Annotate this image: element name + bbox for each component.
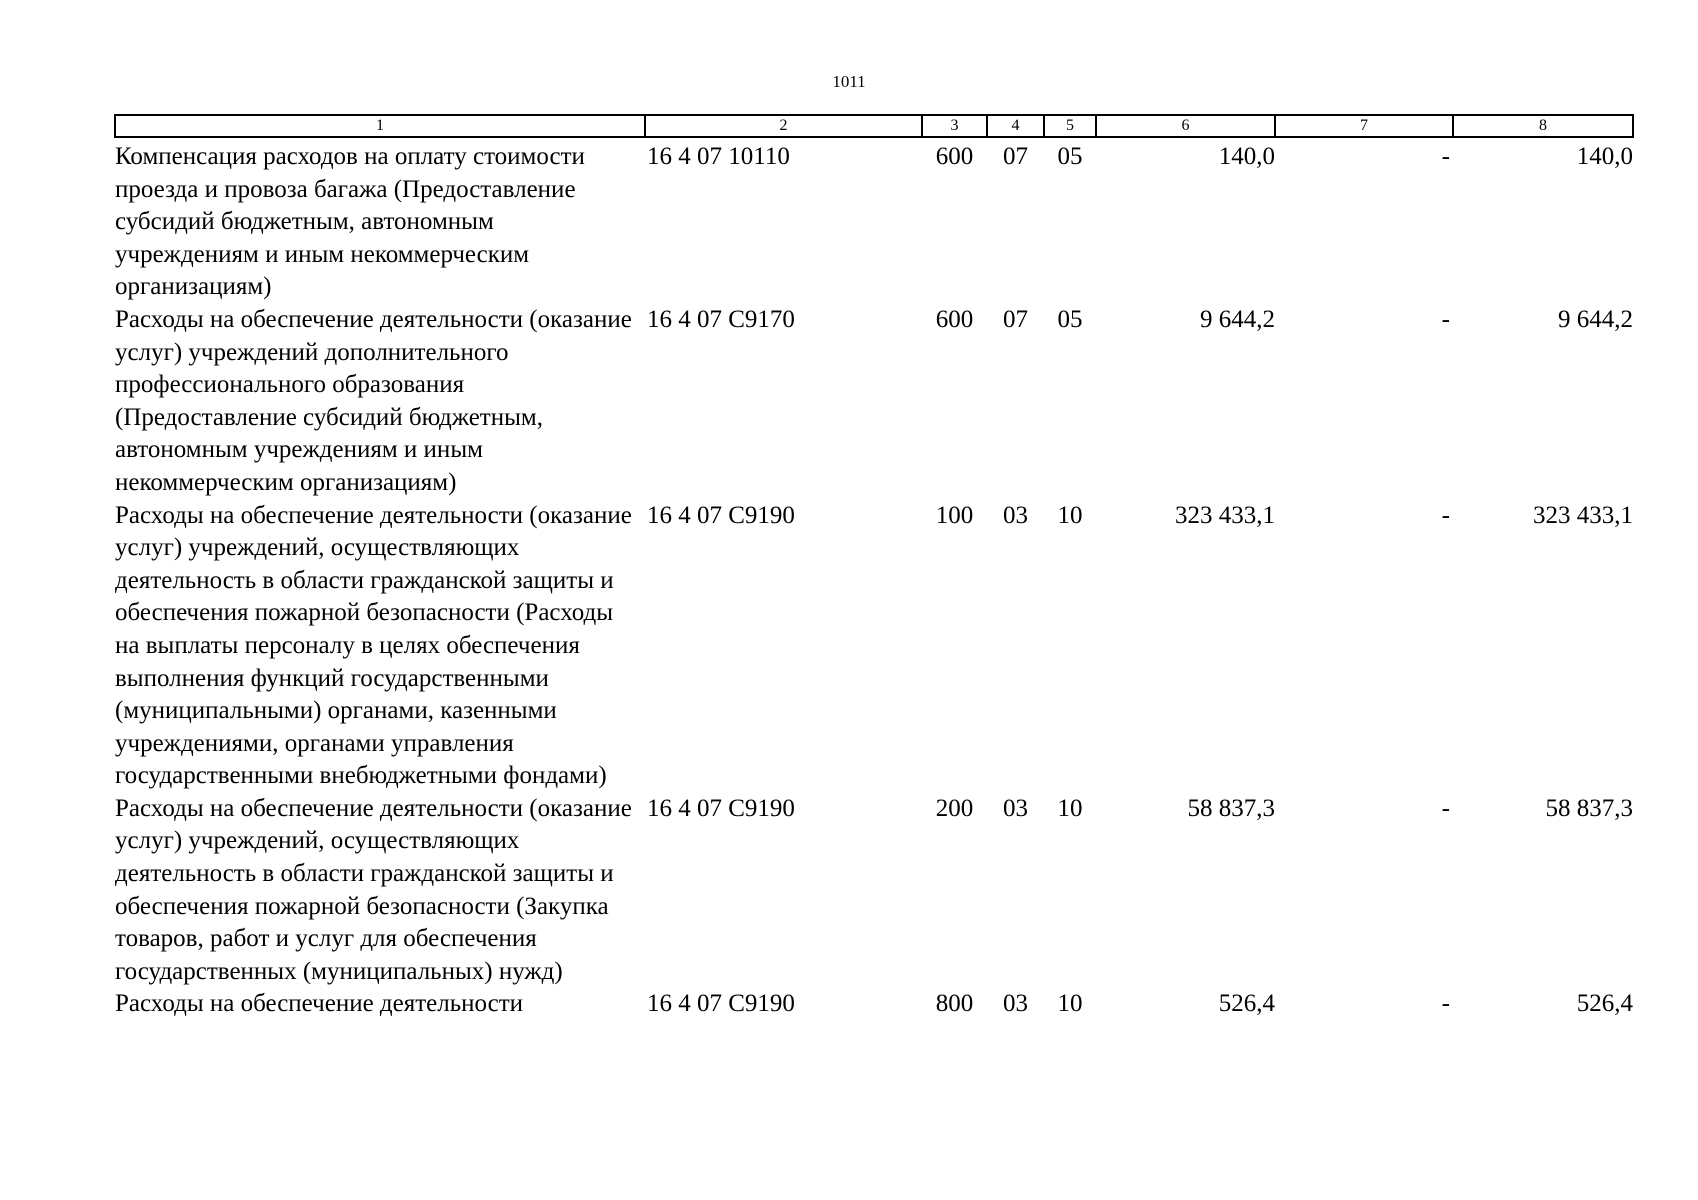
section-code: 03 [1003,501,1028,529]
column-header-6: 6 [1096,115,1275,137]
expense-name: Расходы на обеспечение деятельности (оказание услуг) учреждений, осуществляющих деятельность в области гражданской защиты и обеспечения пожарной безопасности (Расходы на выплаты персоналу в целях обеспечения выполнения функций государственными (муниципальными) органами, казенными учреждениями, органами управления государственными внебюджетными фондами) [115,501,632,790]
expense-type-code: 800 [935,990,974,1018]
budget-table [114,114,1634,1021]
expense-type-code: 600 [935,143,974,170]
column-header-8: 8 [1453,115,1633,137]
table-row [115,137,1633,304]
amount-value: 323 433,1 [1175,501,1275,529]
subsection-code: 10 [1057,794,1083,822]
target-article-code: 16 4 07 С9190 [647,990,795,1018]
expense-name: Расходы на обеспечение деятельности (оказание услуг) учреждений, осуществляющих деятельность в области гражданской защиты и обеспечения пожарной безопасности (Закупка товаров, работ и услуг для обеспечения государственных (муниципальных) нужд) [115,794,632,985]
column-header-3: 3 [922,115,987,137]
column-header-7: 7 [1275,115,1453,137]
expense-type-code: 600 [935,305,974,333]
target-article-code: 16 4 07 С9190 [647,794,795,822]
total-value: 9 644,2 [1558,305,1633,333]
amount-value: 9 644,2 [1200,305,1275,333]
table-header-row [115,115,1633,137]
target-article-code: 16 4 07 10110 [647,143,790,170]
total-value: 323 433,1 [1533,501,1633,529]
table-row [115,304,1633,500]
amount-value: 58 837,3 [1187,794,1275,822]
amount-value: 140,0 [1218,143,1275,170]
section-code: 07 [1003,143,1028,170]
change-value: - [1441,990,1450,1018]
expense-type-code: 200 [935,794,974,822]
expense-type-code: 100 [935,501,974,529]
section-code: 03 [1003,990,1028,1018]
total-value: 58 837,3 [1545,794,1633,822]
change-value: - [1441,794,1450,822]
column-header-4: 4 [987,115,1044,137]
page-number: 1011 [832,72,866,91]
column-header-5: 5 [1044,115,1096,137]
subsection-code: 10 [1057,501,1083,529]
target-article-code: 16 4 07 С9190 [647,501,795,529]
table-row [115,793,1633,989]
expense-name: Расходы на обеспечение деятельности [115,990,524,1018]
column-header-2: 2 [645,115,922,137]
table-row [115,500,1633,793]
target-article-code: 16 4 07 С9170 [647,305,795,333]
subsection-code: 05 [1057,305,1083,333]
amount-value: 526,4 [1218,990,1275,1018]
subsection-code: 05 [1057,143,1083,170]
total-value: 140,0 [1576,143,1633,170]
table-row [115,988,1633,1021]
section-code: 07 [1003,305,1028,333]
expense-name: Расходы на обеспечение деятельности (оказание услуг) учреждений дополнительного профессионального образования (Предоставление субсидий бюджетным, автономным учреждениям и иным некоммерческим организациям) [115,305,632,496]
change-value: - [1441,143,1450,170]
section-code: 03 [1003,794,1028,822]
column-header-1: 1 [115,115,645,137]
change-value: - [1441,305,1450,333]
total-value: 526,4 [1576,990,1633,1018]
change-value: - [1441,501,1450,529]
expense-name: Компенсация расходов на оплату стоимости проезда и провоза багажа (Предоставление субсидий бюджетным, автономным учреждениям и иным некоммерческим организациям) [115,143,585,301]
subsection-code: 10 [1057,990,1083,1018]
